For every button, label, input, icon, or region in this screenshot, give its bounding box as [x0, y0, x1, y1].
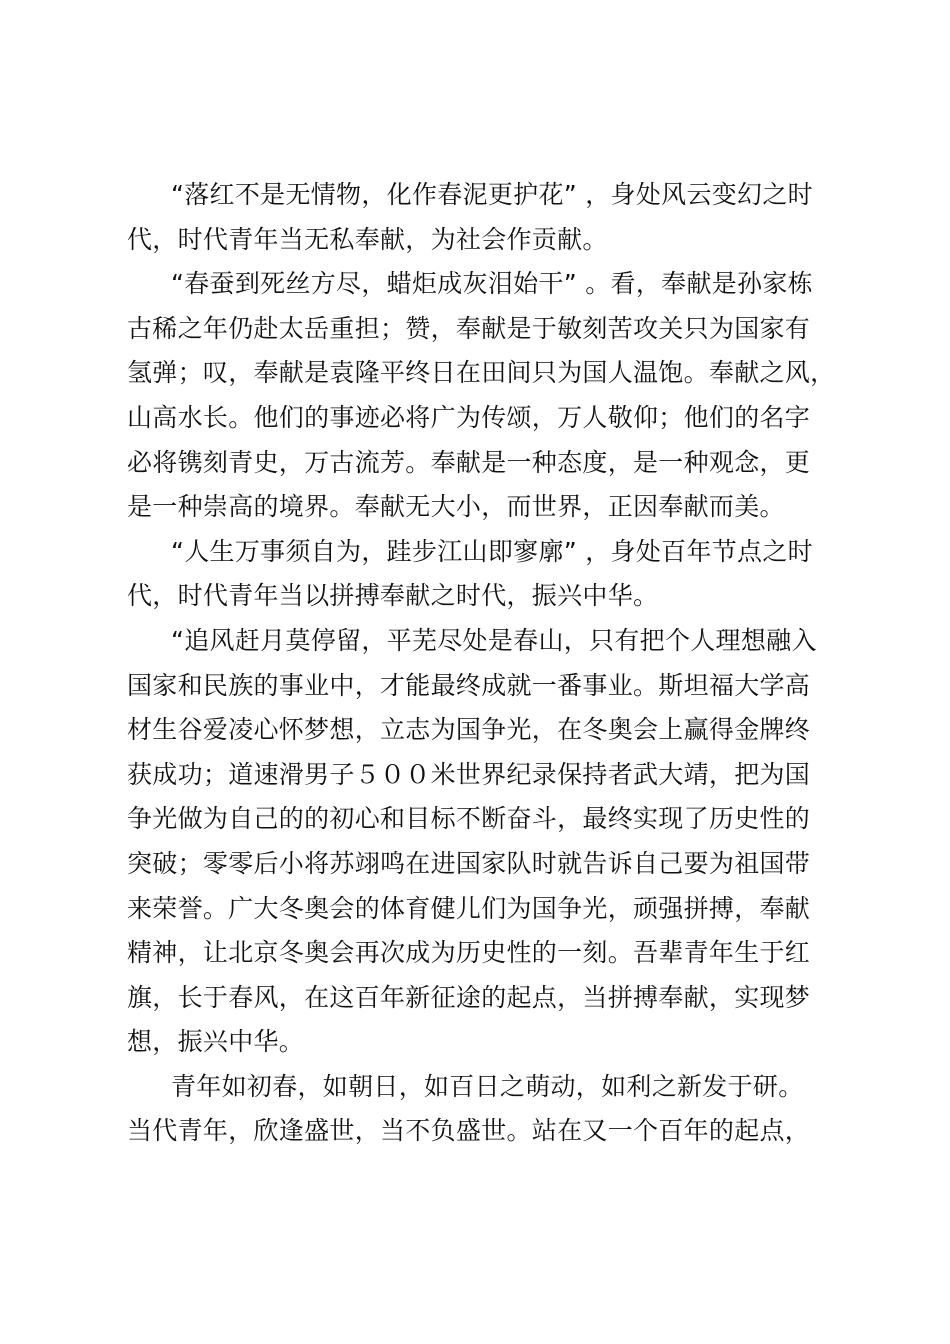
- text-line: “落红不是无情物，化作春泥更护花” ，身处风云变幻之时: [171, 180, 813, 209]
- paragraph-4: [127, 619, 833, 1065]
- text-line: 材生谷爱凌心怀梦想，立志为国争光，在冬奥会上赢得金牌终: [127, 715, 811, 745]
- text-line: 争光做为自己的的初心和目标不断奋斗，最终实现了历史性的: [127, 804, 811, 834]
- text-line: 旗，长于春风，在这百年新征途的起点，当拼搏奉献，实现梦: [127, 982, 811, 1012]
- paragraph-3: [127, 530, 833, 619]
- text-line: 古稀之年仍赴太岳重担；赞，奉献是于敏刻苦攻关只为国家有: [127, 313, 811, 343]
- text-line: 突破；零零后小将苏翊鸣在进国家队时就告诉自己要为祖国带: [127, 848, 811, 878]
- paragraph-2: [127, 262, 836, 530]
- text-line: “人生万事须自为，跬步江山即寥廓” ，身处百年节点之时: [171, 536, 813, 566]
- text-line: 国家和民族的事业中，才能最终成就一番事业。斯坦福大学高: [127, 670, 811, 700]
- text-line: 氢弹；叹，奉献是袁隆平终日在田间只为国人温饱。奉献之风，: [127, 358, 836, 388]
- text-line: 代，时代青年当以拼搏奉献之时代，振兴中华。: [127, 581, 659, 611]
- paragraph-5: [127, 1065, 833, 1154]
- text-line: 当代青年，欣逢盛世，当不负盛世。站在又一个百年的起点，: [127, 1116, 811, 1146]
- text-line: 青年如初春，如朝日，如百日之萌动，如利之新发于研。: [171, 1071, 804, 1101]
- text-line: 山高水长。他们的事迹必将广为传颂，万人敬仰；他们的名字: [127, 402, 811, 432]
- text-line: 必将镌刻青史，万古流芳。奉献是一种态度，是一种观念，更: [127, 447, 811, 477]
- text-line: 来荣誉。广大冬奥会的体育健儿们为国争光，顽强拼搏，奉献: [127, 893, 811, 923]
- text-line: 是一种崇高的境界。奉献无大小，而世界，正因奉献而美。: [127, 492, 785, 522]
- text-line: 代，时代青年当无私奉献，为社会作贡献。: [127, 224, 608, 254]
- document-page: [127, 173, 836, 1154]
- text-line: “追风赶月莫停留，平芜尽处是春山，只有把个人理想融入: [171, 625, 817, 655]
- text-line: 获成功；道速滑男子５００米世界纪录保持者武大靖，把为国: [127, 759, 811, 789]
- paragraph-1: [127, 173, 833, 262]
- text-line: “春蚕到死丝方尽，蜡炬成灰泪始干” 。看，奉献是孙家栋: [171, 269, 813, 299]
- text-line: 想，振兴中华。: [127, 1027, 305, 1057]
- text-line: 精神，让北京冬奥会再次成为历史性的一刻。吾辈青年生于红: [127, 938, 811, 968]
